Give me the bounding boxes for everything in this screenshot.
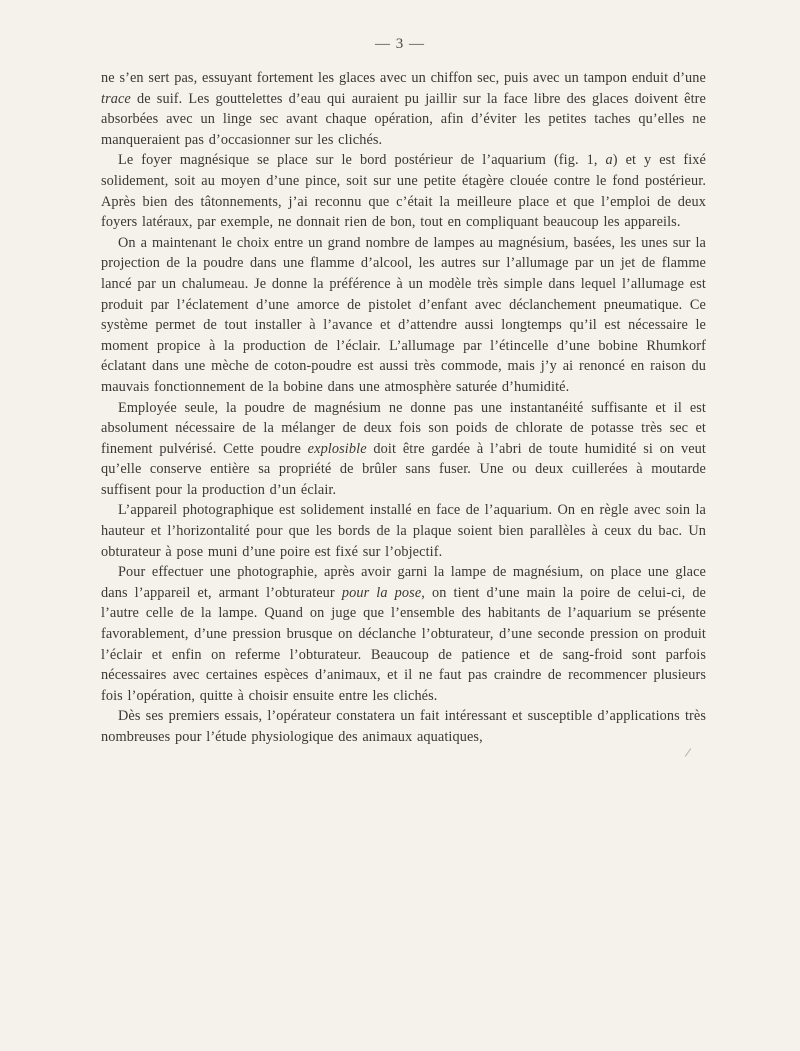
text-run: Pour effectuer une photographie, après avoir garni la lampe de magnésium, on place une glace dans l’appareil et, armant l’obturateur <box>101 564 706 601</box>
paragraph <box>101 233 706 398</box>
paragraph <box>101 706 706 747</box>
text-run: Employée seule, la poudre de magnésium ne donne pas une instantanéité suffisante et il est absolument nécessaire de la mélanger de deux fois son poids de chlorate de potasse très sec et finement pulvérisé. Cette poudre <box>101 399 706 457</box>
text-run: L’appareil photographique est solidement installé en face de l’aquarium. On en règle avec soin la hauteur et l’horizontalité pour que les bords de la plaque soient bien parallèles à ceux du bac. Un obturateur à pose muni d’une poire est fixé sur l’objectif. <box>101 502 706 560</box>
text-run: ) et y est fixé solidement, soit au moyen d’une pince, soit sur une petite étagère clouée contre le fond postérieur. Après bien des tâtonnements, j’ai reconnu que c’était la meilleure place et que l’emploi de deux foyers latéraux, par exemple, ne donnait rien de bon, tout en compliquant beaucoup les appareils. <box>101 152 706 231</box>
stray-pencil-mark <box>685 748 692 757</box>
body-text <box>101 68 706 748</box>
text-run: de suif. Les gouttelettes d’eau qui auraient pu jaillir sur la face libre des glaces doivent être absorbées avec un linge sec avant chaque opération, afin d’éviter les petites taches qu’elles ne manqueraient pas d’occasionner sur les clichés. <box>101 90 706 148</box>
italic-text: pour la pose <box>341 584 422 601</box>
italic-text: explosible <box>307 440 367 457</box>
paragraph <box>101 150 706 232</box>
text-run: On a maintenant le choix entre un grand nombre de lampes au magnésium, basées, les unes sur la projection de la poudre dans une flamme d’alcool, les autres sur l’allumage par un jet de flamme lancé par un chalumeau. Je donne la préférence à un modèle très simple dans lequel l’allumage est produit par l’éclatement d’une amorce de pistolet d’enfant avec déclanchement pneumatique. Ce système permet de tout installer à l’avance et d’attendre aussi longtemps qu’il est nécessaire le moment propice à la production de l’éclair. L’allumage par l’étincelle d’une bobine Rhumkorf éclatant dans une mèche de coton-poudre est aussi très commode, mais j’y ai renoncé en raison du mauvais fonctionnement de la bobine dans une atmosphère saturée d’humidité. <box>101 234 706 395</box>
paragraph <box>101 500 706 562</box>
text-run: Dès ses premiers essais, l’opérateur constatera un fait intéressant et susceptible d’applications très nombreuses pour l’étude physiologique des animaux aquatiques, <box>101 708 706 745</box>
paragraph <box>101 68 706 150</box>
text-run: Le foyer magnésique se place sur le bord postérieur de l’aquarium (fig. 1, <box>118 152 606 169</box>
page-number: — 3 — <box>375 36 425 52</box>
paragraph <box>101 562 706 706</box>
paragraph <box>101 398 706 501</box>
text-run: , on tient d’une main la poire de celui-ci, de l’autre celle de la lampe. Quand on juge que l’ensemble des habitants de l’aquarium se présente favorablement, d’une pression brusque on déclanche l’obturateur, d’une seconde pression on produit l’éclair et enfin on referme l’obturateur. Beaucoup de patience et de sang-froid sont parfois nécessaires avec certaines espèces d’animaux, et il ne faut pas craindre de recommencer plusieurs fois l’opération, quitte à choisir ensuite entre les clichés. <box>101 584 707 704</box>
text-run: doit être gardée à l’abri de toute humidité si on veut qu’elle conserve entière sa propriété de brûler sans fuser. Une ou deux cuillerées à moutarde suffisent pour la production d’un éclair. <box>101 440 706 498</box>
italic-text: trace <box>101 90 131 107</box>
text-run: ne s’en sert pas, essuyant fortement les glaces avec un chiffon sec, puis avec un tampon enduit d’une <box>101 70 706 86</box>
italic-text: a <box>605 152 613 169</box>
